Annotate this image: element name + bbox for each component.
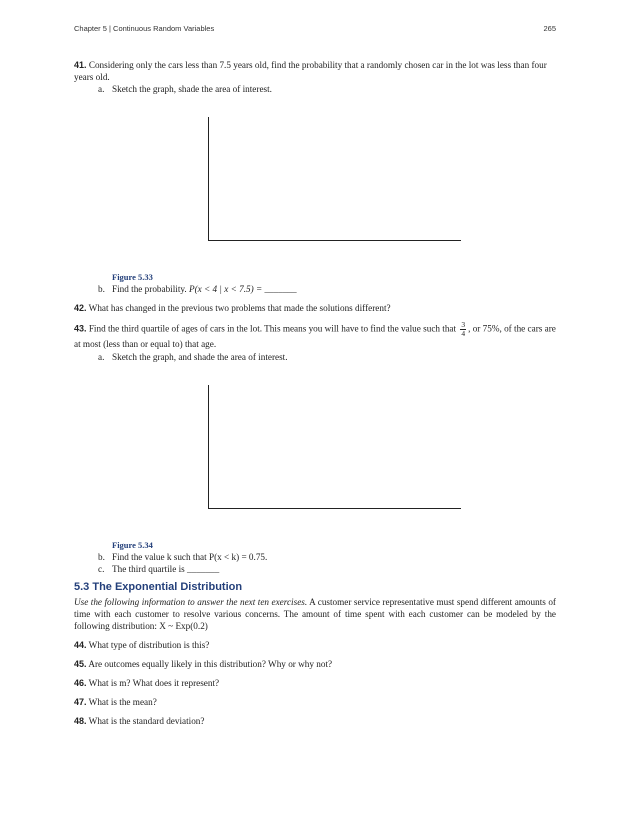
fraction: [460, 321, 466, 338]
graph-figure-5-33: [208, 117, 462, 241]
probability-expression: P(x < 4 | x < 7.5) = _______: [188, 284, 297, 294]
question-number: 44.: [74, 640, 87, 650]
sub-label: b.: [98, 552, 105, 562]
x-axis: [208, 240, 461, 241]
y-axis: [208, 385, 209, 509]
intro-text: A customer service representative must spend different amounts of time with each customer to resolve various concerns. The amount of time spent with each customer can be modeled by the following distribution: X ~ Exp(0.2): [74, 597, 556, 631]
y-axis: [208, 117, 209, 241]
question-text: What has changed in the previous two problems that made the solutions different?: [88, 303, 391, 313]
question-number: 43.: [74, 323, 87, 334]
sub-item-c: [74, 563, 556, 575]
question-46: [74, 677, 556, 689]
question-text: Find the third quartile of ages of cars in the lot. This means you will have to find the value such that: [88, 323, 457, 334]
figure-caption: Figure 5.33: [112, 272, 153, 282]
question-number: 46.: [74, 678, 87, 688]
question-text: Are outcomes equally likely in this distribution? Why or why not?: [88, 659, 333, 669]
page-content: [74, 59, 556, 727]
question-44: [74, 639, 556, 651]
graph-figure-5-34: [208, 385, 462, 509]
question-43: [74, 321, 556, 351]
question-text: Considering only the cars less than 7.5 years old, find the probability that a randomly chosen car in the lot was less than four years old.: [74, 60, 547, 82]
fraction-numerator: 3: [461, 320, 466, 329]
sub-label: a.: [98, 352, 105, 362]
question-list: [74, 639, 556, 727]
sub-text: Find the value k such that P(x < k) = 0.75.: [112, 552, 268, 562]
sub-item-b: [74, 283, 556, 295]
question-text: What type of distribution is this?: [88, 640, 210, 650]
question-text: What is m? What does it represent?: [88, 678, 220, 688]
figure-caption: Figure 5.34: [112, 540, 153, 550]
x-axis: [208, 508, 461, 509]
section-heading: 5.3 The Exponential Distribution: [74, 581, 243, 593]
sub-item-a: [74, 83, 556, 95]
question-text: What is the mean?: [88, 697, 157, 707]
sub-label: b.: [98, 284, 105, 294]
question-42: [74, 302, 556, 314]
intro-italic: Use the following information to answer the next ten exercises.: [74, 597, 308, 607]
question-text: What is the standard deviation?: [88, 716, 205, 726]
question-number: 42.: [74, 303, 87, 313]
sub-item-b: [74, 551, 556, 563]
question-41: [74, 59, 556, 83]
sub-text: Sketch the graph, shade the area of interest.: [112, 84, 272, 94]
question-number: 41.: [74, 60, 87, 70]
question-number: 48.: [74, 716, 87, 726]
question-48: [74, 715, 556, 727]
question-45: [74, 658, 556, 670]
page-number: 265: [543, 24, 556, 33]
question-47: [74, 696, 556, 708]
sub-text: Find the probability.: [112, 284, 189, 294]
sub-text: The third quartile is _______: [112, 564, 220, 574]
chapter-title: Chapter 5 | Continuous Random Variables: [74, 24, 215, 33]
sub-item-a: [74, 351, 556, 363]
question-text-continued: , or 75%, of the cars are at most (less than or equal to) that age.: [74, 323, 556, 349]
sub-text: Sketch the graph, and shade the area of interest.: [112, 352, 288, 362]
section-intro: [74, 596, 556, 632]
sub-label: c.: [98, 564, 105, 574]
sub-label: a.: [98, 84, 105, 94]
question-number: 45.: [74, 659, 87, 669]
question-number: 47.: [74, 697, 87, 707]
fraction-denominator: 4: [461, 329, 466, 338]
